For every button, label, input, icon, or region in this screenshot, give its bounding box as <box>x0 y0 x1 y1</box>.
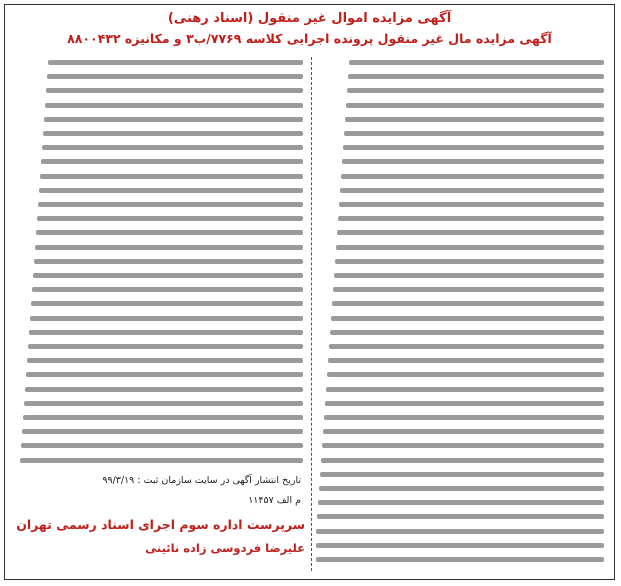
reference-code: م الف ۱۱۴۵۷ <box>248 495 301 506</box>
text-line-placeholder <box>322 443 604 448</box>
body-column-right <box>314 57 606 571</box>
text-line-placeholder <box>341 174 604 179</box>
notice-subtitle: آگهی مزایده مال غیر منقول پرونده اجرایی کلاسه ۷۷۶۹/ب۳ و مکانیزه ۸۸۰۰۴۳۲ <box>67 31 552 46</box>
text-line-placeholder <box>348 74 604 79</box>
text-line-placeholder <box>316 529 604 534</box>
text-line-placeholder <box>345 117 604 122</box>
text-line-placeholder <box>45 103 303 108</box>
publish-date: تاریخ انتشار آگهی در سایت سازمان ثبت : ۹۹/۳/۱۹ <box>102 475 301 486</box>
text-line-placeholder <box>20 458 303 463</box>
text-line-placeholder <box>319 486 604 491</box>
text-line-placeholder <box>26 372 303 377</box>
text-line-placeholder <box>29 330 303 335</box>
signature-organization: سرپرست اداره سوم اجرای اسناد رسمی تهران <box>16 517 305 532</box>
text-line-placeholder <box>21 443 303 448</box>
text-line-placeholder <box>30 316 303 321</box>
text-line-placeholder <box>340 188 604 193</box>
text-line-placeholder <box>33 273 303 278</box>
text-line-placeholder <box>329 344 604 349</box>
text-line-placeholder <box>37 216 303 221</box>
text-line-placeholder <box>324 415 604 420</box>
text-line-placeholder <box>318 500 604 505</box>
text-line-placeholder <box>41 159 303 164</box>
text-line-placeholder <box>46 88 303 93</box>
text-line-placeholder <box>316 543 604 548</box>
text-line-placeholder <box>31 301 303 306</box>
text-line-placeholder <box>316 557 604 562</box>
notice-title: آگهی مزایده اموال غیر منقول (اسناد رهنی) <box>167 11 452 26</box>
text-line-placeholder <box>325 401 604 406</box>
text-line-placeholder <box>24 401 303 406</box>
notice-frame <box>4 4 615 580</box>
text-line-placeholder <box>43 131 303 136</box>
text-line-placeholder <box>22 429 303 434</box>
text-line-placeholder <box>344 131 604 136</box>
text-line-placeholder <box>347 88 604 93</box>
text-line-placeholder <box>336 245 604 250</box>
body-column-left <box>13 57 305 571</box>
text-line-placeholder <box>332 301 604 306</box>
text-line-placeholder <box>28 344 303 349</box>
text-line-placeholder <box>331 316 604 321</box>
text-line-placeholder <box>342 159 604 164</box>
text-line-placeholder <box>23 415 303 420</box>
signature-name: علیرضا فردوسی زاده نائینی <box>145 541 305 555</box>
text-line-placeholder <box>48 60 303 65</box>
text-line-placeholder <box>323 429 604 434</box>
text-line-placeholder <box>32 287 303 292</box>
text-line-placeholder <box>333 287 604 292</box>
text-line-placeholder <box>47 74 303 79</box>
text-line-placeholder <box>339 202 604 207</box>
text-line-placeholder <box>328 358 604 363</box>
text-line-placeholder <box>321 458 604 463</box>
text-line-placeholder <box>34 259 303 264</box>
text-line-placeholder <box>346 103 604 108</box>
text-line-placeholder <box>334 273 604 278</box>
notice-body <box>13 57 606 571</box>
text-line-placeholder <box>338 216 604 221</box>
text-line-placeholder <box>335 259 604 264</box>
text-line-placeholder <box>349 60 604 65</box>
text-line-placeholder <box>326 387 604 392</box>
text-line-placeholder <box>35 245 303 250</box>
text-line-placeholder <box>330 330 604 335</box>
text-line-placeholder <box>36 230 303 235</box>
text-line-placeholder <box>320 472 604 477</box>
text-line-placeholder <box>317 514 604 519</box>
text-line-placeholder <box>27 358 303 363</box>
column-divider <box>311 57 312 571</box>
text-line-placeholder <box>337 230 604 235</box>
text-line-placeholder <box>38 202 303 207</box>
text-line-placeholder <box>343 145 604 150</box>
text-line-placeholder <box>44 117 303 122</box>
text-line-placeholder <box>39 188 303 193</box>
text-line-placeholder <box>42 145 303 150</box>
text-line-placeholder <box>40 174 303 179</box>
text-line-placeholder <box>327 372 604 377</box>
text-line-placeholder <box>25 387 303 392</box>
